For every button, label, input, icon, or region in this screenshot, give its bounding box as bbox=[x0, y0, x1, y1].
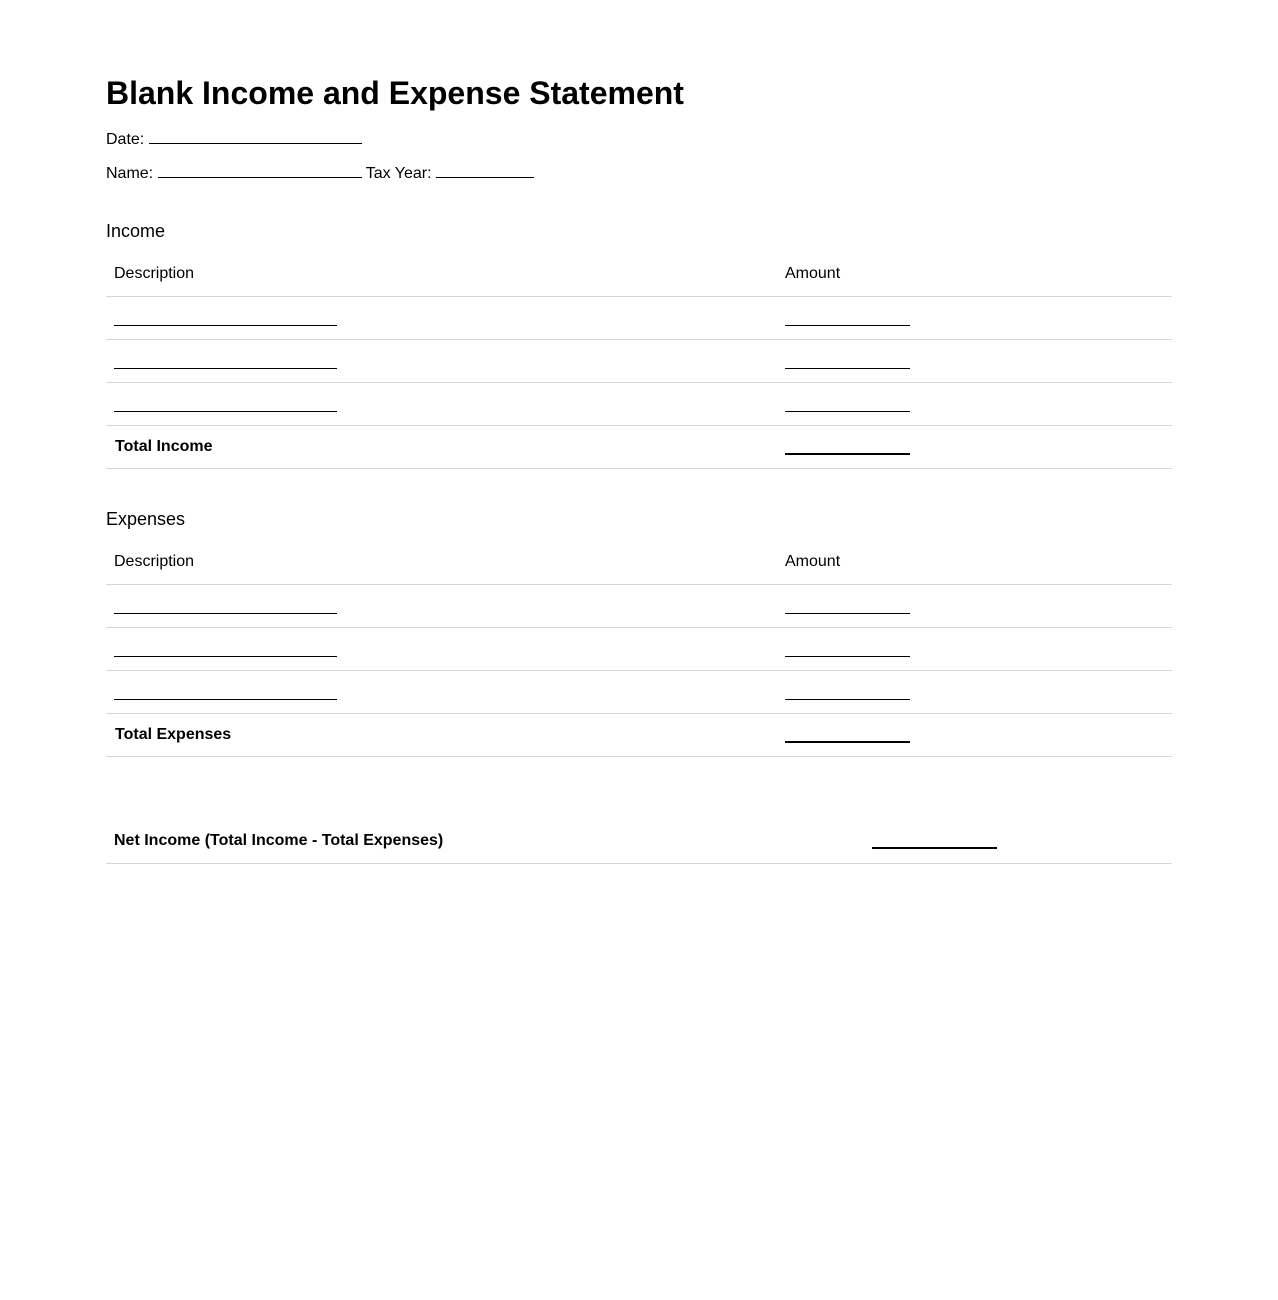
expense-description-field[interactable] bbox=[114, 699, 337, 700]
page-title: Blank Income and Expense Statement bbox=[106, 75, 684, 111]
income-col-amount: Amount bbox=[785, 265, 841, 282]
income-amount-field[interactable] bbox=[785, 411, 910, 412]
total-expenses-label: Total Expenses bbox=[115, 726, 232, 743]
income-description-field[interactable] bbox=[114, 368, 337, 369]
income-amount-field[interactable] bbox=[785, 368, 910, 369]
table-row bbox=[106, 297, 1172, 340]
expense-amount-field[interactable] bbox=[785, 656, 910, 657]
expenses-col-description: Description bbox=[114, 553, 195, 570]
date-field[interactable] bbox=[149, 127, 362, 144]
name-field[interactable] bbox=[158, 161, 362, 178]
net-income-row bbox=[106, 820, 1172, 864]
expenses-table bbox=[106, 541, 1172, 757]
total-expenses-field[interactable] bbox=[785, 741, 910, 743]
expenses-section-title: Expenses bbox=[106, 509, 186, 529]
income-description-field[interactable] bbox=[114, 411, 337, 412]
income-header-row bbox=[106, 253, 1172, 297]
expense-amount-field[interactable] bbox=[785, 699, 910, 700]
net-income-field[interactable] bbox=[872, 847, 997, 849]
date-label: Date: bbox=[106, 131, 145, 148]
net-income-table bbox=[106, 820, 1172, 864]
expense-description-field[interactable] bbox=[114, 656, 337, 657]
table-row bbox=[106, 585, 1172, 628]
income-amount-field[interactable] bbox=[785, 325, 910, 326]
name-taxyear-line bbox=[106, 161, 534, 184]
income-table bbox=[106, 253, 1172, 469]
total-income-label: Total Income bbox=[115, 438, 213, 455]
tax-year-field[interactable] bbox=[436, 161, 534, 178]
expenses-header-row bbox=[106, 541, 1172, 585]
income-section-title: Income bbox=[106, 221, 166, 241]
expenses-col-amount: Amount bbox=[785, 553, 841, 570]
income-description-field[interactable] bbox=[114, 325, 337, 326]
expense-description-field[interactable] bbox=[114, 613, 337, 614]
tax-year-label: Tax Year: bbox=[365, 165, 432, 182]
table-row bbox=[106, 340, 1172, 383]
table-row bbox=[106, 671, 1172, 714]
name-label: Name: bbox=[106, 165, 154, 182]
income-total-row bbox=[106, 426, 1172, 469]
table-row bbox=[106, 383, 1172, 426]
income-col-description: Description bbox=[114, 265, 195, 282]
expense-amount-field[interactable] bbox=[785, 613, 910, 614]
date-line bbox=[106, 127, 362, 150]
total-income-field[interactable] bbox=[785, 453, 910, 455]
net-income-label: Net Income (Total Income - Total Expenses) bbox=[114, 832, 444, 849]
table-row bbox=[106, 628, 1172, 671]
expenses-total-row bbox=[106, 714, 1172, 757]
